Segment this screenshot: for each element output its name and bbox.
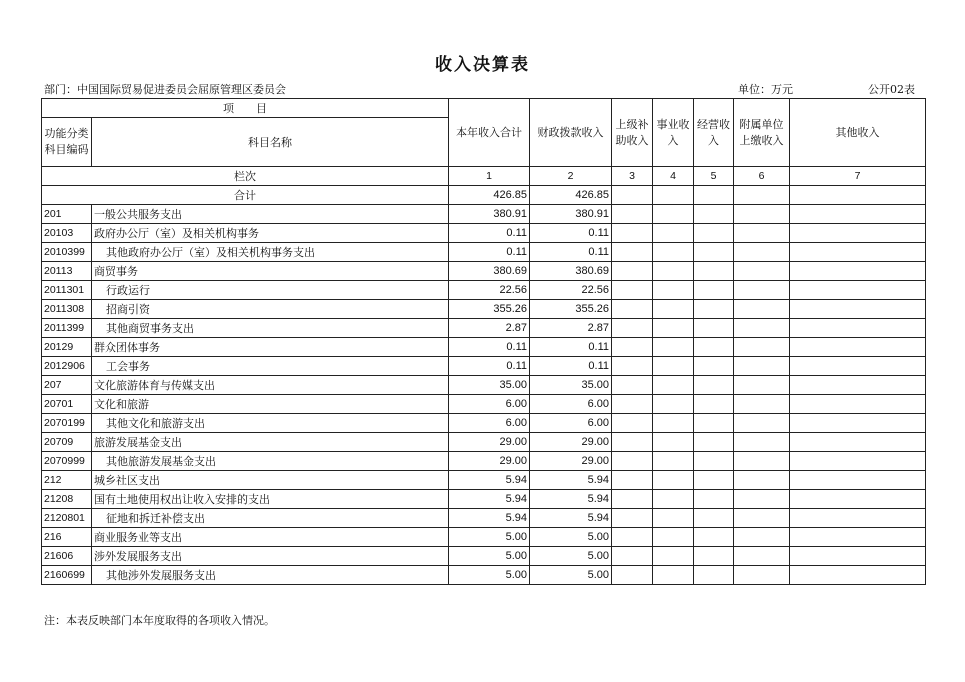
row-fiscal-income: 5.94 — [530, 509, 612, 528]
row-name: 其他旅游发展基金支出 — [92, 452, 449, 471]
row-code: 20113 — [42, 262, 92, 281]
row-empty — [653, 452, 694, 471]
row-empty — [694, 243, 734, 262]
row-total-income: 5.00 — [449, 547, 530, 566]
table-row — [42, 262, 926, 281]
row-empty — [694, 547, 734, 566]
row-empty — [734, 566, 790, 585]
row-fiscal-income: 0.11 — [530, 243, 612, 262]
row-empty — [790, 205, 926, 224]
table-row — [42, 357, 926, 376]
row-empty — [734, 433, 790, 452]
row-code: 20129 — [42, 338, 92, 357]
income-table — [41, 98, 926, 585]
row-code: 216 — [42, 528, 92, 547]
row-empty — [790, 433, 926, 452]
column-number-row — [42, 167, 926, 186]
row-code: 20709 — [42, 433, 92, 452]
row-empty — [612, 528, 653, 547]
row-code: 21208 — [42, 490, 92, 509]
row-name: 国有土地使用权出让收入安排的支出 — [92, 490, 449, 509]
row-empty — [694, 338, 734, 357]
table-row — [42, 414, 926, 433]
row-empty — [734, 338, 790, 357]
table-row — [42, 566, 926, 585]
row-code: 2120801 — [42, 509, 92, 528]
row-empty — [694, 490, 734, 509]
row-empty — [790, 281, 926, 300]
row-total-income: 355.26 — [449, 300, 530, 319]
row-empty — [653, 509, 694, 528]
row-code: 2070199 — [42, 414, 92, 433]
row-total-income: 6.00 — [449, 395, 530, 414]
col-number: 4 — [653, 167, 694, 186]
row-fiscal-income: 0.11 — [530, 338, 612, 357]
table-row — [42, 338, 926, 357]
table-row — [42, 509, 926, 528]
col-number: 7 — [790, 167, 926, 186]
row-empty — [734, 395, 790, 414]
row-total-income: 0.11 — [449, 243, 530, 262]
row-empty — [694, 357, 734, 376]
row-empty — [734, 471, 790, 490]
row-fiscal-income: 35.00 — [530, 376, 612, 395]
row-empty — [734, 319, 790, 338]
row-empty — [612, 319, 653, 338]
row-empty — [790, 395, 926, 414]
row-empty — [653, 395, 694, 414]
row-code: 2011308 — [42, 300, 92, 319]
row-total-income: 5.00 — [449, 566, 530, 585]
row-total-income: 5.94 — [449, 490, 530, 509]
row-empty — [653, 414, 694, 433]
row-fiscal-income: 0.11 — [530, 224, 612, 243]
row-total-income: 0.11 — [449, 357, 530, 376]
row-fiscal-income: 0.11 — [530, 357, 612, 376]
col-header-1: 本年收入合计 — [449, 99, 530, 167]
row-total-income: 6.00 — [449, 414, 530, 433]
table-row — [42, 205, 926, 224]
row-empty — [653, 224, 694, 243]
row-empty — [612, 357, 653, 376]
row-code: 201 — [42, 205, 92, 224]
row-empty — [790, 243, 926, 262]
row-total-income: 0.11 — [449, 224, 530, 243]
table-row — [42, 452, 926, 471]
total-row — [42, 186, 926, 205]
row-empty — [790, 452, 926, 471]
row-name: 涉外发展服务支出 — [92, 547, 449, 566]
row-empty — [612, 205, 653, 224]
row-code: 2160699 — [42, 566, 92, 585]
row-empty — [790, 566, 926, 585]
table-row — [42, 471, 926, 490]
row-empty — [612, 262, 653, 281]
row-empty — [653, 243, 694, 262]
header-row-1 — [42, 99, 926, 118]
row-empty — [790, 338, 926, 357]
row-empty — [734, 205, 790, 224]
row-empty — [734, 262, 790, 281]
table-row — [42, 395, 926, 414]
row-empty — [612, 547, 653, 566]
table-row — [42, 224, 926, 243]
row-fiscal-income: 380.69 — [530, 262, 612, 281]
row-empty — [653, 433, 694, 452]
row-fiscal-income: 355.26 — [530, 300, 612, 319]
page-title: 收入决算表 — [435, 55, 530, 75]
row-empty — [790, 224, 926, 243]
row-code: 2011301 — [42, 281, 92, 300]
row-code: 2012906 — [42, 357, 92, 376]
row-empty — [612, 395, 653, 414]
row-empty — [790, 357, 926, 376]
row-code: 21606 — [42, 547, 92, 566]
row-name: 商业服务业等支出 — [92, 528, 449, 547]
row-empty — [694, 395, 734, 414]
row-total-income: 29.00 — [449, 452, 530, 471]
row-empty — [790, 300, 926, 319]
table-row — [42, 319, 926, 338]
row-empty — [734, 224, 790, 243]
row-fiscal-income: 6.00 — [530, 414, 612, 433]
row-empty — [734, 414, 790, 433]
row-empty — [790, 490, 926, 509]
row-fiscal-income: 5.94 — [530, 471, 612, 490]
row-name: 行政运行 — [92, 281, 449, 300]
row-total-income: 0.11 — [449, 338, 530, 357]
row-empty — [734, 490, 790, 509]
col-header-7: 其他收入 — [790, 99, 926, 167]
row-empty — [653, 547, 694, 566]
col-number: 1 — [449, 167, 530, 186]
row-total-income: 5.94 — [449, 471, 530, 490]
row-empty — [734, 547, 790, 566]
row-empty — [734, 509, 790, 528]
row-empty — [612, 490, 653, 509]
row-fiscal-income: 5.00 — [530, 547, 612, 566]
total-label: 合计 — [42, 186, 449, 205]
row-name: 文化旅游体育与传媒支出 — [92, 376, 449, 395]
table-row — [42, 300, 926, 319]
row-empty — [734, 528, 790, 547]
row-total-income: 5.00 — [449, 528, 530, 547]
row-empty — [694, 452, 734, 471]
row-fiscal-income: 29.00 — [530, 452, 612, 471]
row-empty — [653, 205, 694, 224]
row-total-income: 22.56 — [449, 281, 530, 300]
row-empty — [694, 300, 734, 319]
row-name: 一般公共服务支出 — [92, 205, 449, 224]
row-empty — [790, 414, 926, 433]
row-empty — [694, 319, 734, 338]
row-fiscal-income: 22.56 — [530, 281, 612, 300]
row-empty — [790, 509, 926, 528]
row-empty — [694, 376, 734, 395]
total-value-1: 426.85 — [449, 186, 530, 205]
row-code: 212 — [42, 471, 92, 490]
row-name: 工会事务 — [92, 357, 449, 376]
row-empty — [612, 452, 653, 471]
col-number: 2 — [530, 167, 612, 186]
row-total-income: 35.00 — [449, 376, 530, 395]
row-fiscal-income: 2.87 — [530, 319, 612, 338]
row-empty — [790, 471, 926, 490]
col-header-4: 事业收入 — [653, 99, 694, 167]
row-empty — [694, 205, 734, 224]
row-fiscal-income: 380.91 — [530, 205, 612, 224]
col-number: 3 — [612, 167, 653, 186]
row-empty — [694, 281, 734, 300]
row-empty — [734, 376, 790, 395]
row-empty — [694, 528, 734, 547]
row-empty — [612, 566, 653, 585]
row-empty — [653, 262, 694, 281]
row-name: 群众团体事务 — [92, 338, 449, 357]
row-empty — [653, 490, 694, 509]
row-empty — [790, 547, 926, 566]
unit-label: 单位：万元 — [738, 83, 793, 96]
row-name: 文化和旅游 — [92, 395, 449, 414]
row-empty — [612, 414, 653, 433]
table-row — [42, 281, 926, 300]
table-code-label: 公开02表 — [868, 83, 915, 96]
row-name: 旅游发展基金支出 — [92, 433, 449, 452]
row-name: 商贸事务 — [92, 262, 449, 281]
row-name: 其他政府办公厅（室）及相关机构事务支出 — [92, 243, 449, 262]
row-empty — [734, 300, 790, 319]
row-fiscal-income: 6.00 — [530, 395, 612, 414]
department-label: 部门：中国国际贸易促进委员会屈原管理区委员会 — [44, 83, 286, 96]
row-name: 其他商贸事务支出 — [92, 319, 449, 338]
table-row — [42, 433, 926, 452]
row-empty — [734, 357, 790, 376]
item-header: 项 目 — [42, 99, 449, 118]
table-row — [42, 243, 926, 262]
row-empty — [612, 243, 653, 262]
row-empty — [790, 528, 926, 547]
table-row — [42, 490, 926, 509]
row-name: 其他文化和旅游支出 — [92, 414, 449, 433]
row-code: 2070999 — [42, 452, 92, 471]
row-fiscal-income: 5.00 — [530, 528, 612, 547]
row-code: 20701 — [42, 395, 92, 414]
row-name: 招商引资 — [92, 300, 449, 319]
row-empty — [612, 281, 653, 300]
row-fiscal-income: 5.00 — [530, 566, 612, 585]
total-value-2: 426.85 — [530, 186, 612, 205]
row-empty — [653, 357, 694, 376]
row-empty — [734, 243, 790, 262]
row-total-income: 2.87 — [449, 319, 530, 338]
row-empty — [694, 262, 734, 281]
row-empty — [734, 281, 790, 300]
row-empty — [612, 338, 653, 357]
func-code-header: 功能分类科目编码 — [42, 118, 92, 167]
row-empty — [653, 319, 694, 338]
row-empty — [734, 452, 790, 471]
col-number: 5 — [694, 167, 734, 186]
row-empty — [694, 509, 734, 528]
row-empty — [653, 281, 694, 300]
row-total-income: 380.91 — [449, 205, 530, 224]
row-name: 征地和拆迁补偿支出 — [92, 509, 449, 528]
col-header-2: 财政拨款收入 — [530, 99, 612, 167]
row-empty — [612, 509, 653, 528]
row-empty — [653, 471, 694, 490]
row-label: 栏次 — [42, 167, 449, 186]
col-header-3: 上级补助收入 — [612, 99, 653, 167]
table-row — [42, 376, 926, 395]
row-fiscal-income: 29.00 — [530, 433, 612, 452]
col-number: 6 — [734, 167, 790, 186]
row-empty — [790, 262, 926, 281]
row-empty — [612, 433, 653, 452]
row-code: 2011399 — [42, 319, 92, 338]
row-fiscal-income: 5.94 — [530, 490, 612, 509]
footnote: 注：本表反映部门本年度取得的各项收入情况。 — [44, 614, 275, 627]
col-header-6: 附属单位上缴收入 — [734, 99, 790, 167]
row-empty — [694, 471, 734, 490]
row-name: 城乡社区支出 — [92, 471, 449, 490]
row-empty — [653, 338, 694, 357]
row-empty — [653, 528, 694, 547]
row-empty — [653, 300, 694, 319]
row-total-income: 380.69 — [449, 262, 530, 281]
row-empty — [653, 376, 694, 395]
row-name: 政府办公厅（室）及相关机构事务 — [92, 224, 449, 243]
table-row — [42, 528, 926, 547]
row-empty — [694, 414, 734, 433]
row-empty — [612, 376, 653, 395]
row-empty — [790, 376, 926, 395]
col-header-5: 经营收入 — [694, 99, 734, 167]
row-empty — [612, 224, 653, 243]
row-code: 207 — [42, 376, 92, 395]
row-code: 2010399 — [42, 243, 92, 262]
row-empty — [694, 433, 734, 452]
row-empty — [612, 300, 653, 319]
row-total-income: 5.94 — [449, 509, 530, 528]
table-row — [42, 547, 926, 566]
row-empty — [790, 319, 926, 338]
subject-name-header: 科目名称 — [92, 118, 449, 167]
row-empty — [694, 566, 734, 585]
row-empty — [694, 224, 734, 243]
row-total-income: 29.00 — [449, 433, 530, 452]
row-code: 20103 — [42, 224, 92, 243]
row-empty — [653, 566, 694, 585]
row-name: 其他涉外发展服务支出 — [92, 566, 449, 585]
row-empty — [612, 471, 653, 490]
